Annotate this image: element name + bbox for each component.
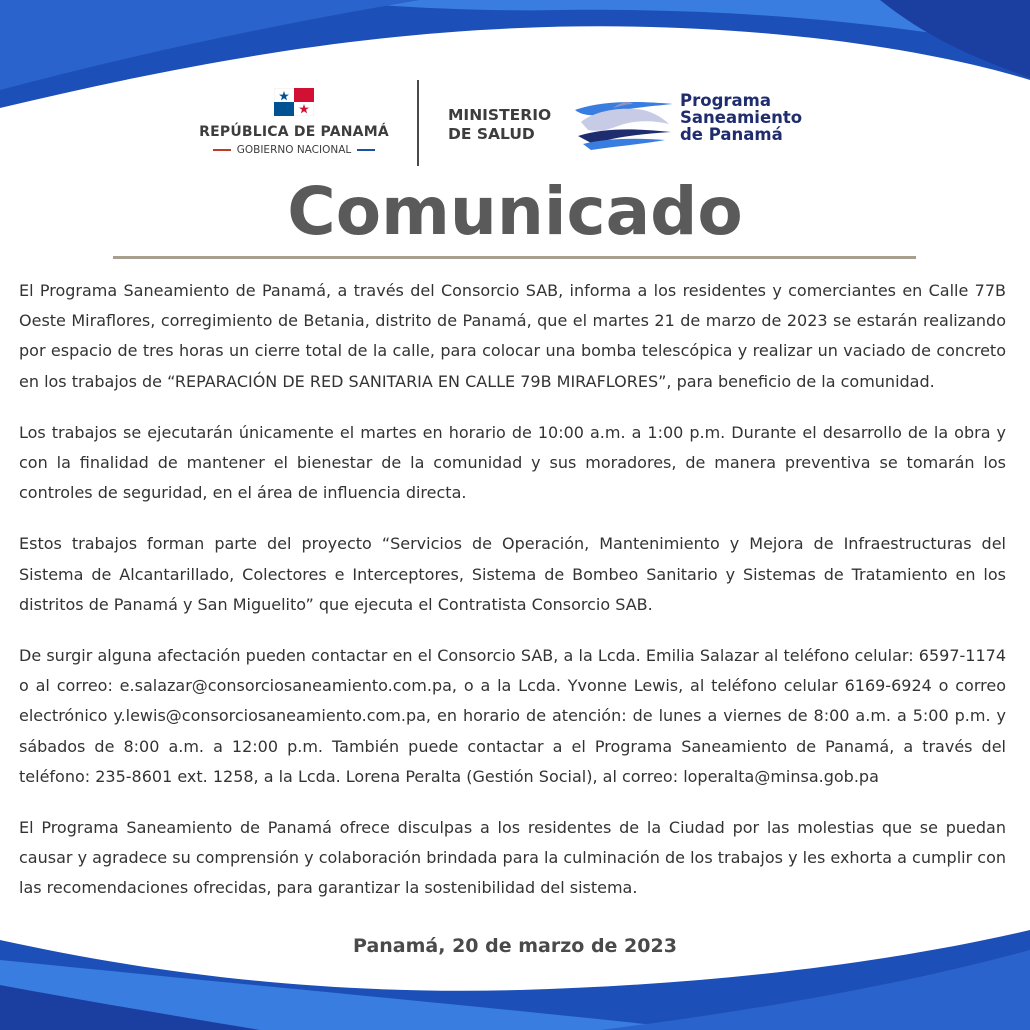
government-subtitle-row <box>188 144 400 156</box>
program-line-2: Saneamiento <box>680 108 803 127</box>
paragraph-1: El Programa Saneamiento de Panamá, a través del Consorcio SAB, informa a los residentes y comerciantes en Calle 77B Oeste Miraflores, corregimiento de Betania, distrito de Panamá, que el martes 21 de marzo de 2023 se estarán realizando por espacio de tres horas un cierre total de la calle, para colocar una bomba telescópica y realizar un vaciado de concreto en los trabajos de “REPARACIÓN DE RED SANITARIA EN CALLE 79B MIRAFLORES”, para beneficio de la comunidad. <box>19 281 1006 391</box>
header <box>0 78 1030 173</box>
government-subtitle: GOBIERNO NACIONAL <box>236 144 352 156</box>
program-name <box>680 92 802 143</box>
paragraph-4: De surgir alguna afectación pueden contactar en el Consorcio SAB, a la Lcda. Emilia Salazar al teléfono celular: 6597-1174 o al correo: e.salazar@consorciosaneamiento.com.pa, o a la Lcda. Yvonne Lewis, al teléfono celular 6169-6924 o correo electrónico y.lewis@consorciosaneamiento.com.pa, en horario de atención: de lunes a viernes de 8:00 a.m. a 5:00 p.m. y sábados de 8:00 a.m. a 12:00 p.m. También puede contactar a el Programa Saneamiento de Panamá, a través del teléfono: 235-8601 ext. 1258, a la Lcda. Lorena Peralta (Gestión Social), al correo: loperalta@minsa.gob.pa <box>19 646 1006 786</box>
ministry-name <box>448 106 551 144</box>
paragraph-3: Estos trabajos forman parte del proyecto “Servicios de Operación, Mantenimiento y Mejora de Infraestructuras del Sistema de Alcantarillado, Colectores e Interceptores, Sistema de Bombeo Sanitario y Sistemas de Tratamiento en los distritos de Panamá y San Miguelito” que ejecuta el Contratista Consorcio SAB. <box>19 534 1006 614</box>
communique-body <box>19 276 1006 925</box>
government-title: REPÚBLICA DE PANAMÁ <box>199 124 389 140</box>
blue-line <box>357 149 375 151</box>
header-divider <box>417 80 419 166</box>
red-line <box>213 149 231 151</box>
dolphin-logo-icon <box>573 92 675 152</box>
program-line-3: de Panamá <box>680 125 783 144</box>
government-block <box>188 88 400 156</box>
panama-flag-icon <box>274 88 314 116</box>
title-underline <box>113 256 916 259</box>
ministry-line-1: MINISTERIO <box>448 106 552 124</box>
page-title: Comunicado <box>287 173 743 250</box>
paragraph-5: El Programa Saneamiento de Panamá ofrece disculpas a los residentes de la Ciudad por las molestias que se puedan causar y agradece su comprensión y colaboración brindada para la culminación de los trabajos y les exhorta a cumplir con las recomendaciones ofrecidas, para garantizar la sostenibilidad del sistema. <box>19 818 1006 898</box>
ministry-line-2: DE SALUD <box>448 125 535 143</box>
program-line-1: Programa <box>680 91 771 110</box>
date-line: Panamá, 20 de marzo de 2023 <box>353 935 677 957</box>
paragraph-2: Los trabajos se ejecutarán únicamente el martes en horario de 10:00 a.m. a 1:00 p.m. Durante el desarrollo de la obra y con la finalidad de mantener el bienestar de la comunidad y sus moradores, de manera preventiva se tomarán los controles de seguridad, en el área de influencia directa. <box>19 422 1006 503</box>
